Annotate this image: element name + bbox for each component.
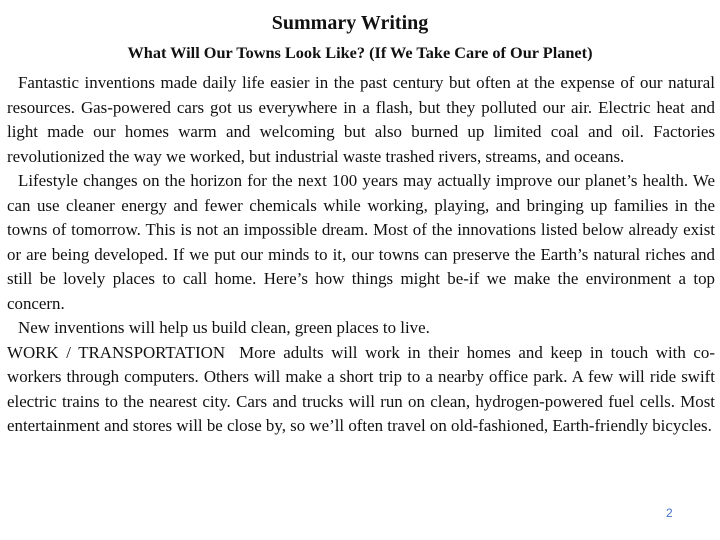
section-heading-work-transportation: WORK / TRANSPORTATION	[7, 342, 226, 362]
paragraph-work-transportation	[7, 341, 715, 439]
page-title: Summary Writing	[271, 12, 429, 34]
paragraph-lifestyle: Lifestyle changes on the horizon for the next 100 years may actually improve our planet’s health. We can use cleaner energy and fewer chemicals while working, playing, and bringing up families in the towns of tomorrow. This is not an impossible dream. Most of the innovations listed below already exist or are being developed. If we put our minds to it, our towns can preserve the Earth’s natural riches and still be lovely places to call home. Here’s how things might be-if we make the environment a top concern.	[7, 171, 715, 313]
paragraph-work-transportation-text: More adults will work in their homes and keep in touch with co-workers through computers. Others will make a short trip to a nearby office park. A few will ride swift electric trains to the nearest city. Cars and trucks will run on clean, hydrogen-powered fuel cells. Most entertainment and stores will be close by, so we’ll often travel on old-fashioned, Earth-friendly bicycles.	[7, 342, 715, 435]
page-number: 2	[666, 506, 673, 520]
article-body	[7, 71, 715, 439]
article-subtitle: What Will Our Towns Look Like? (If We Take Care of Our Planet)	[127, 43, 593, 62]
paragraph-intro: Fantastic inventions made daily life easier in the past century but often at the expense of our natural resources. Gas-powered cars got us everywhere in a flash, but they polluted our air. Electric heat and light made our homes warm and welcoming but also burned up limited coal and oil. Factories revolutionized the way we worked, but industrial waste trashed rivers, streams, and oceans.	[7, 73, 715, 166]
paragraph-inventions: New inventions will help us build clean, green places to live.	[18, 318, 430, 337]
